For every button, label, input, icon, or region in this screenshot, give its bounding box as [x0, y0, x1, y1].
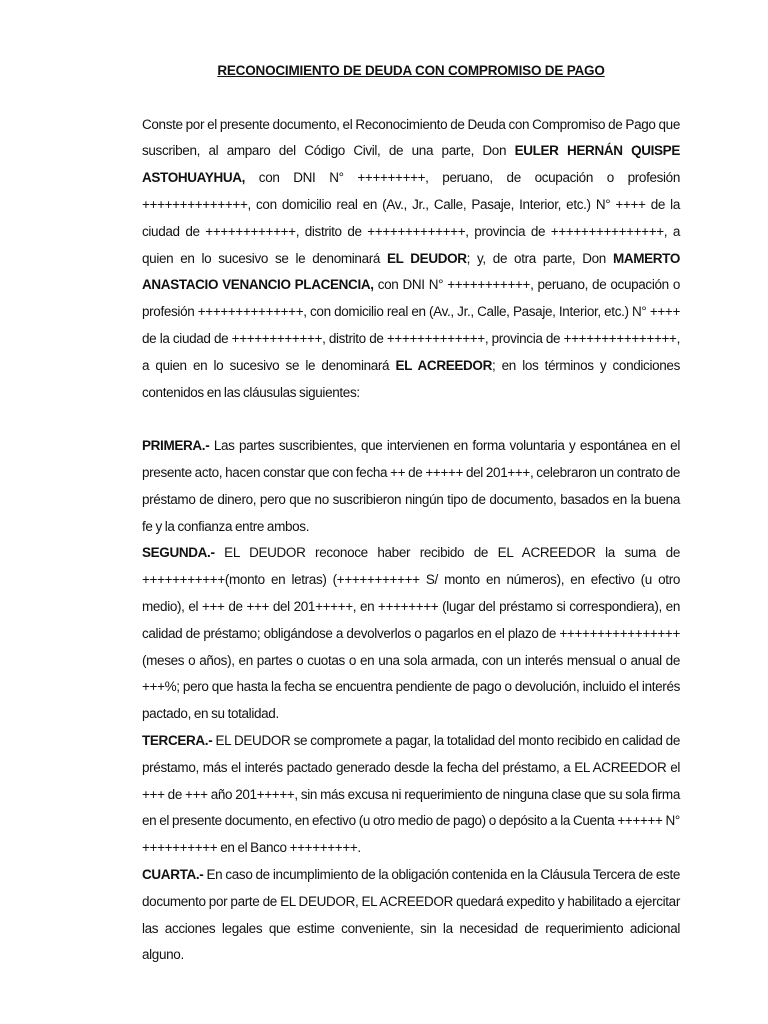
intro-paragraph — [142, 112, 680, 407]
intro-text-2: con DNI N° +++++++++, peruano, de ocupación o profesión ++++++++++++++, con domicilio real en (Av., Jr., Calle, Pasaje, Interior, etc.) N° ++++ de la ciudad de ++++++++++++, distrito de +++++++++++++, provincia de +++++++++++++++, a quien en lo sucesivo se le denominará — [142, 170, 680, 266]
clause-tercera — [142, 728, 680, 862]
intro-text-3: ; y, de otra parte, Don — [466, 250, 613, 266]
intro-text-1: Conste por el presente documento, el Reconocimiento de Deuda con Compromiso de Pago que suscriben, al amparo del Código Civil, de una parte, Don — [142, 116, 680, 159]
clause-text: En caso de incumplimiento de la obligación contenida en la Cláusula Tercera de este documento por parte de EL DEUDOR, EL ACREEDOR quedará expedito y habilitado a ejercitar las acciones legales que estime conveniente, sin la necesidad de requerimiento adicional alguno. — [142, 866, 680, 963]
intro-text-5: ; en los términos y condiciones contenidos en las cláusulas siguientes: — [142, 357, 680, 400]
paragraph-gap — [142, 406, 680, 433]
clause-label: TERCERA.- — [142, 732, 213, 748]
debtor-name: EULER HERNÁN QUISPE ASTOHUAYHUA, — [142, 143, 680, 186]
clause-label: CUARTA.- — [142, 866, 204, 882]
clause-primera — [142, 433, 680, 540]
intro-text-4: con DNI N° +++++++++++, peruano, de ocupación o profesión ++++++++++++++, con domicilio real en (Av., Jr., Calle, Pasaje, Interior, etc.) N° ++++ de la ciudad de ++++++++++++, distrito de +++++++++++++, provincia de +++++++++++++++, a quien en lo sucesivo se le denominará — [142, 277, 681, 373]
clause-label: SEGUNDA.- — [142, 545, 215, 561]
creditor-name: MAMERTO ANASTACIO VENANCIO PLACENCIA, — [142, 250, 680, 293]
clause-text: EL DEUDOR se compromete a pagar, la totalidad del monto recibido en calidad de préstamo, más el interés pactado generado desde la fecha del préstamo, a EL ACREEDOR el +++ de +++ año 201+++++, sin más excusa ni requerimiento de ninguna clase que su sola firma en el presente documento, en efectivo (u otro medio de pago) o depósito a la Cuenta ++++++ N° ++++++++++ en el Banco +++++++++. — [142, 732, 680, 856]
clause-segunda — [142, 540, 680, 728]
debtor-role: EL DEUDOR — [387, 250, 467, 266]
clause-text: EL DEUDOR reconoce haber recibido de EL ACREEDOR la suma de +++++++++++(monto en letras) (+++++++++++ S/ monto en números), en efectivo (u otro medio), el +++ de +++ del 201+++++, en ++++++++ (lugar del préstamo si correspondiera), en calidad de préstamo; obligándose a devolverlos o pagarlos en el plazo de ++++++++++++++++ (meses o años), en partes o cuotas o en una sola armada, con un interés mensual o anual de +++%; pero que hasta la fecha se encuentra pendiente de pago o devolución, incluido el interés pactado, en su totalidad. — [142, 545, 680, 722]
clause-cuarta — [142, 862, 680, 969]
document-title: RECONOCIMIENTO DE DEUDA CON COMPROMISO DE PAGO — [217, 63, 605, 78]
creditor-role: EL ACREEDOR — [395, 357, 492, 373]
document-body — [142, 58, 680, 969]
clause-text: Las partes suscribientes, que intervienen en forma voluntaria y espontánea en el presente acto, hacen constar que con fecha ++ de +++++ del 201+++, celebraron un contrato de préstamo de dinero, pero que no suscribieron ningún tipo de documento, basados en la buena fe y la confianza entre ambos. — [142, 438, 680, 534]
clause-label: PRIMERA.- — [142, 438, 210, 454]
